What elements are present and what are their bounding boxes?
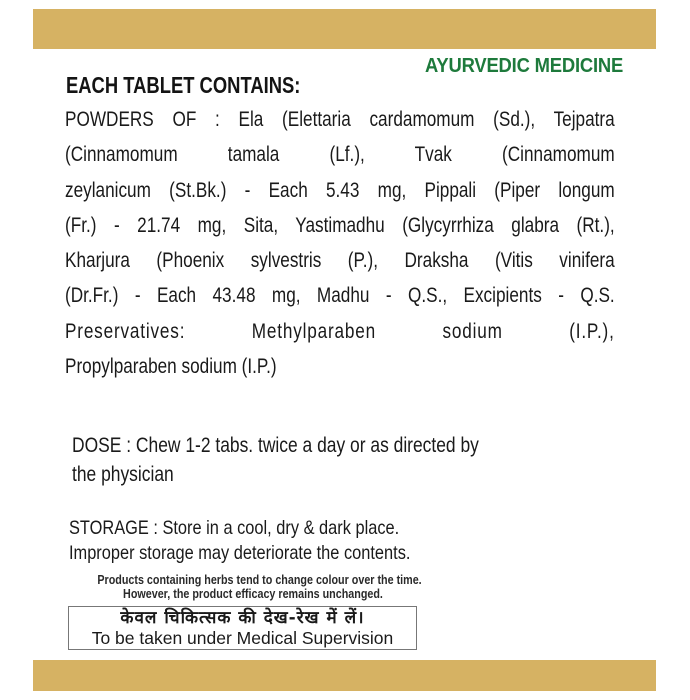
note-line: Products containing herbs tend to change colour over the time. <box>97 573 422 587</box>
ingredient-line: (Cinnamomum tamala (Lf.), Tvak (Cinnamomum <box>65 143 615 167</box>
storage-line: Improper storage may deteriorate the contents. <box>69 542 411 564</box>
preservatives-line: Preservatives: Methylparaben sodium (I.P.), <box>65 319 615 343</box>
category-label: AYURVEDIC MEDICINE <box>425 55 624 77</box>
ingredient-line: Kharjura (Phoenix sylvestris (P.), Draksha (Vitis vinifera <box>65 249 615 273</box>
note-line: However, the product efficacy remains unchanged. <box>123 587 383 601</box>
ingredient-line: POWDERS OF : Ela (Elettaria cardamomum (Sd.), Tejpatra <box>65 108 615 131</box>
supervision-hindi-text: केवल चिकित्सक की देख-रेख में लें। <box>120 608 365 628</box>
ingredient-line: (Dr.Fr.) - Each 43.48 mg, Madhu - Q.S., Excipients - Q.S. <box>65 284 615 308</box>
preservatives-line: Propylparaben sodium (I.P.) <box>65 355 277 379</box>
ingredient-line: (Fr.) - 21.74 mg, Sita, Yastimadhu (Glycyrrhiza glabra (Rt.), <box>65 213 615 237</box>
bottom-color-band <box>33 660 656 691</box>
herb-colour-note <box>72 573 434 601</box>
dose-line: the physician <box>72 463 174 486</box>
medical-supervision-box <box>68 606 417 650</box>
top-color-band <box>33 9 656 49</box>
dose-section <box>72 431 562 489</box>
supervision-english-text: To be taken under Medical Supervision <box>91 628 394 648</box>
ingredients-list <box>65 107 615 389</box>
ingredient-line: zeylanicum (St.Bk.) - Each 5.43 mg, Pippali (Piper longum <box>65 178 615 202</box>
storage-line: STORAGE : Store in a cool, dry & dark place. <box>69 517 400 539</box>
storage-section <box>69 516 475 566</box>
dose-line: DOSE : Chew 1-2 tabs. twice a day or as directed by <box>72 434 479 457</box>
composition-heading: EACH TABLET CONTAINS: <box>66 72 301 98</box>
